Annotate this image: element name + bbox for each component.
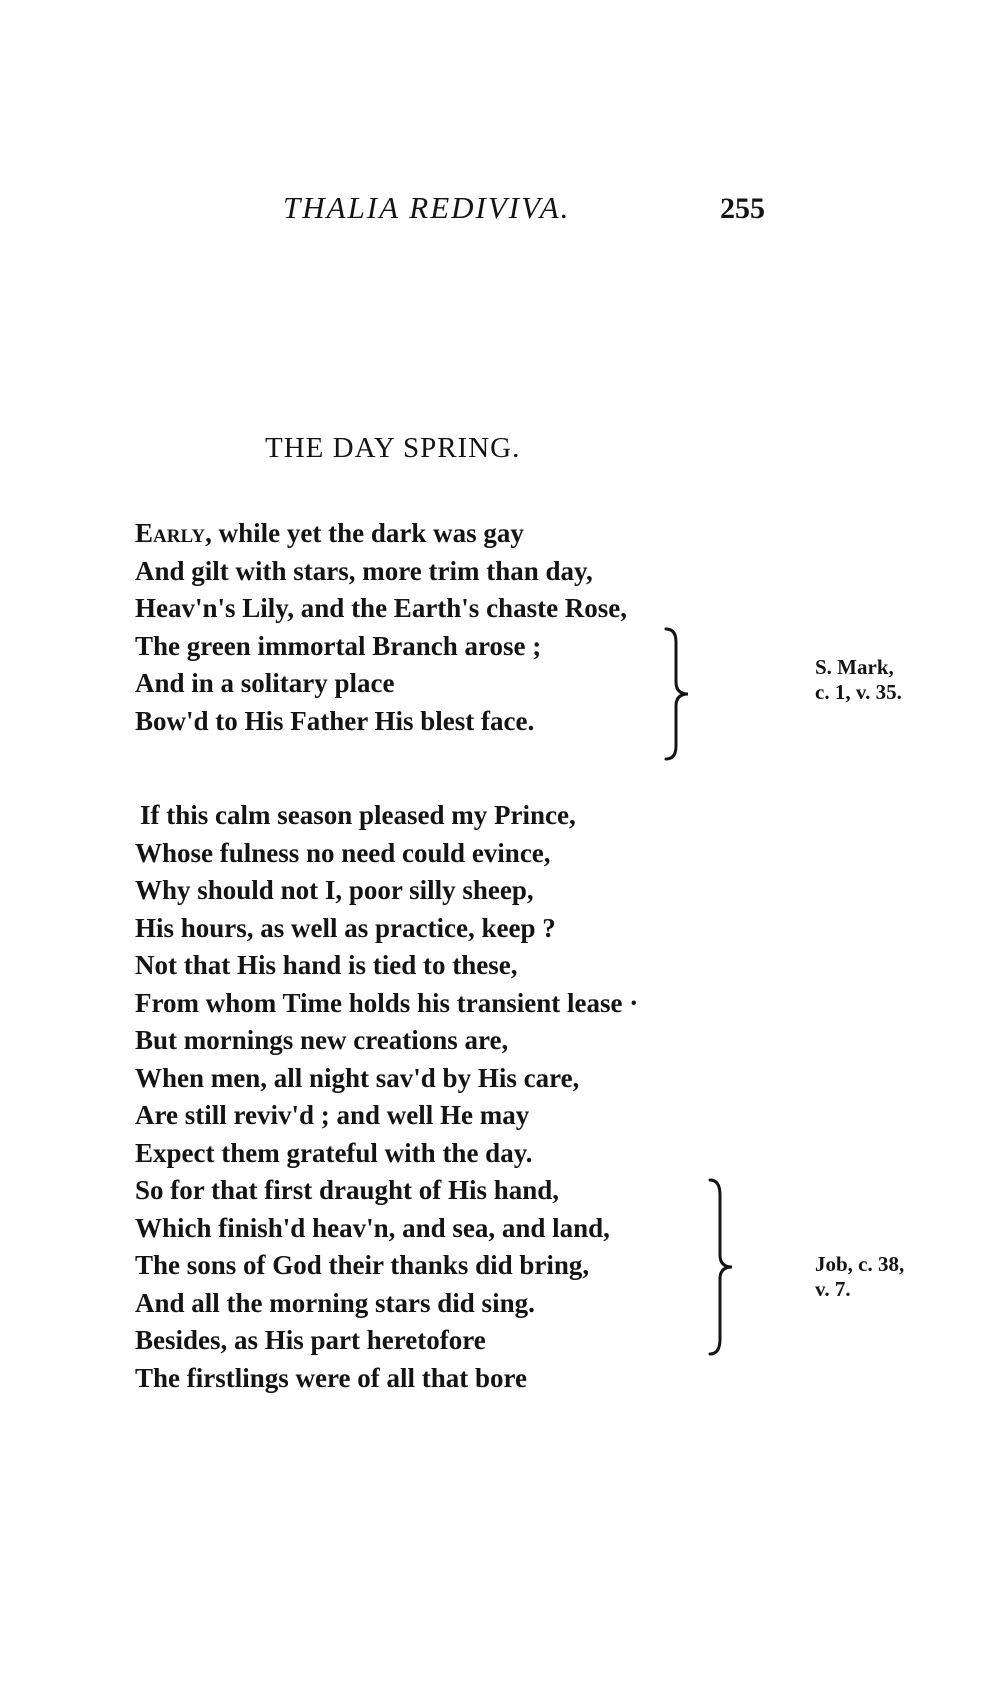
margin-note-line: c. 1, v. 35. [815, 680, 902, 704]
poem-line: The firstlings were of all that bore [135, 1362, 527, 1393]
margin-note-mark [815, 655, 902, 705]
stanza-2 [135, 797, 638, 1397]
poem-line: If this calm season pleased my Prince, [140, 800, 576, 830]
poem-line [135, 515, 627, 553]
poem-line: Heav'n's Lily, and the Earth's chaste Rose, [135, 593, 628, 623]
poem-line: When men, all night sav'd by His care, [135, 1062, 580, 1093]
poem-line: His hours, as well as practice, keep ? [135, 912, 556, 943]
poem-line: Besides, as His part heretofore [135, 1325, 486, 1355]
poem-line: Which finish'd heav'n, and sea, and land, [135, 1212, 610, 1243]
margin-note-job [815, 1252, 904, 1302]
poem-line: Whose fulness no need could evince, [135, 837, 551, 868]
poem-line: Are still reviv'd ; and well He may [135, 1100, 530, 1130]
poem-line: Why should not I, poor silly sheep, [135, 875, 534, 905]
margin-note-line: v. 7. [815, 1277, 851, 1301]
page-number: 255 [720, 192, 765, 225]
poem-line: Bow'd to His Father His blest face. [135, 705, 535, 736]
running-title: THALIA REDIVIVA. [283, 190, 571, 225]
running-head [0, 190, 1000, 230]
lead-word: Early [135, 518, 206, 548]
brace-1 [662, 626, 696, 762]
poem-title: THE DAY SPRING. [265, 432, 521, 464]
margin-note-line: S. Mark, [815, 655, 894, 679]
poem-line: But mornings new creations are, [135, 1025, 509, 1055]
lead-line-rest: , while yet the dark was gay [205, 518, 524, 548]
poem-line: And all the morning stars did sing. [135, 1287, 535, 1318]
poem-line: So for that first draught of His hand, [135, 1175, 560, 1205]
poem-line: From whom Time holds his transient lease · [135, 987, 639, 1018]
poem-line: Expect them grateful with the day. [135, 1137, 533, 1168]
poem-line: And in a solitary place [135, 668, 395, 698]
brace-2 [706, 1177, 740, 1357]
poem-line: The green immortal Branch arose ; [135, 630, 542, 661]
margin-note-line: Job, c. 38, [815, 1252, 905, 1276]
stanza-1 [135, 515, 627, 740]
poem-line: Not that His hand is tied to these, [135, 950, 518, 980]
poem-line: The sons of God their thanks did bring, [135, 1250, 590, 1280]
poem-line: And gilt with stars, more trim than day, [135, 555, 593, 586]
